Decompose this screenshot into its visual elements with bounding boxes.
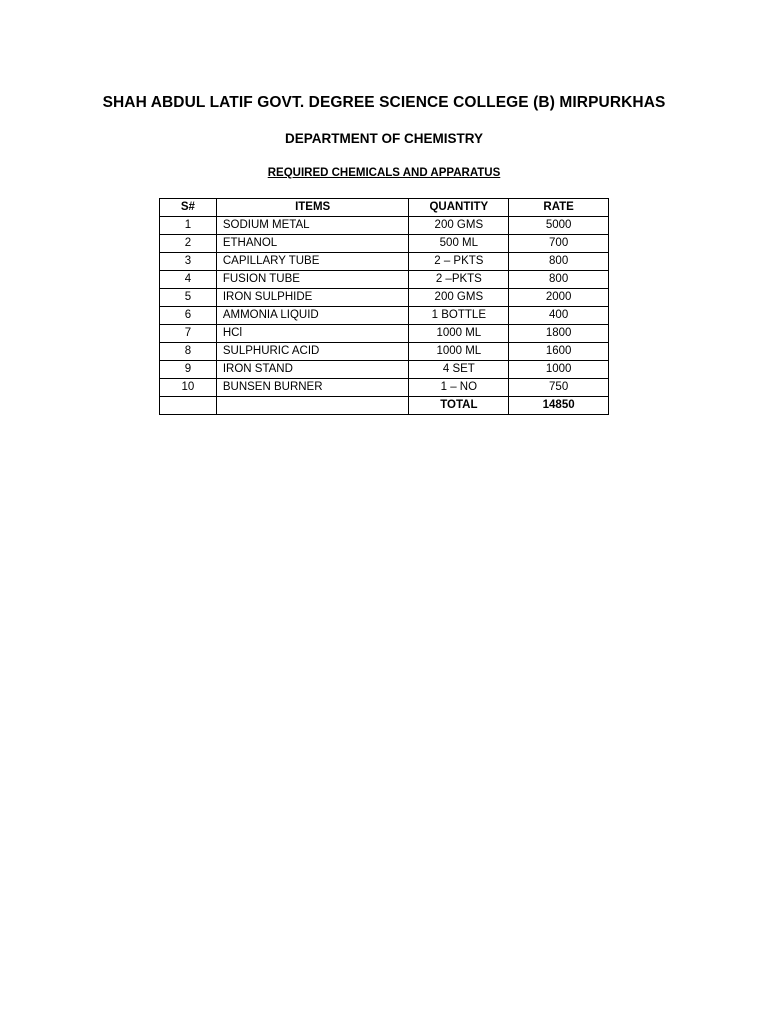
cell-quantity: 1000 ML	[409, 343, 509, 361]
total-value: 14850	[509, 397, 609, 415]
cell-item: AMMONIA LIQUID	[216, 307, 409, 325]
column-header-sn: S#	[160, 199, 217, 217]
cell-rate: 800	[509, 271, 609, 289]
cell-rate: 1600	[509, 343, 609, 361]
chemicals-table	[159, 198, 609, 415]
cell-item: IRON SULPHIDE	[216, 289, 409, 307]
cell-item: HCl	[216, 325, 409, 343]
table-row	[160, 271, 609, 289]
college-title: SHAH ABDUL LATIF GOVT. DEGREE SCIENCE COLLEGE (B) MIRPURKHAS	[102, 94, 666, 111]
cell-sn: 4	[160, 271, 217, 289]
cell-quantity: 1 – NO	[409, 379, 509, 397]
cell-item: FUSION TUBE	[216, 271, 409, 289]
cell-rate: 1000	[509, 361, 609, 379]
table-row	[160, 253, 609, 271]
total-row	[160, 397, 609, 415]
cell-quantity: 2 –PKTS	[409, 271, 509, 289]
column-header-items: ITEMS	[216, 199, 409, 217]
column-header-rate: RATE	[509, 199, 609, 217]
cell-item: SULPHURIC ACID	[216, 343, 409, 361]
section-title: REQUIRED CHEMICALS AND APPARATUS	[267, 167, 501, 179]
cell-quantity: 500 ML	[409, 235, 509, 253]
column-header-quantity: QUANTITY	[409, 199, 509, 217]
cell-quantity: 2 – PKTS	[409, 253, 509, 271]
cell-empty	[160, 397, 217, 415]
total-label: TOTAL	[409, 397, 509, 415]
cell-sn: 10	[160, 379, 217, 397]
cell-sn: 3	[160, 253, 217, 271]
table-row	[160, 289, 609, 307]
cell-quantity: 4 SET	[409, 361, 509, 379]
table-body	[160, 217, 609, 415]
cell-empty	[216, 397, 409, 415]
cell-sn: 2	[160, 235, 217, 253]
cell-item: BUNSEN BURNER	[216, 379, 409, 397]
cell-quantity: 1 BOTTLE	[409, 307, 509, 325]
table-row	[160, 325, 609, 343]
cell-sn: 5	[160, 289, 217, 307]
cell-rate: 400	[509, 307, 609, 325]
cell-sn: 1	[160, 217, 217, 235]
cell-quantity: 200 GMS	[409, 217, 509, 235]
cell-item: ETHANOL	[216, 235, 409, 253]
cell-quantity: 200 GMS	[409, 289, 509, 307]
table-row	[160, 343, 609, 361]
table-row	[160, 361, 609, 379]
cell-rate: 700	[509, 235, 609, 253]
cell-rate: 800	[509, 253, 609, 271]
cell-quantity: 1000 ML	[409, 325, 509, 343]
cell-rate: 2000	[509, 289, 609, 307]
cell-sn: 6	[160, 307, 217, 325]
cell-sn: 9	[160, 361, 217, 379]
cell-sn: 8	[160, 343, 217, 361]
cell-item: IRON STAND	[216, 361, 409, 379]
cell-rate: 750	[509, 379, 609, 397]
cell-sn: 7	[160, 325, 217, 343]
table-row	[160, 379, 609, 397]
table-row	[160, 235, 609, 253]
cell-item: SODIUM METAL	[216, 217, 409, 235]
table-row	[160, 307, 609, 325]
cell-item: CAPILLARY TUBE	[216, 253, 409, 271]
cell-rate: 5000	[509, 217, 609, 235]
department-title: DEPARTMENT OF CHEMISTRY	[285, 131, 483, 146]
table-row	[160, 217, 609, 235]
cell-rate: 1800	[509, 325, 609, 343]
table-header-row	[160, 199, 609, 217]
